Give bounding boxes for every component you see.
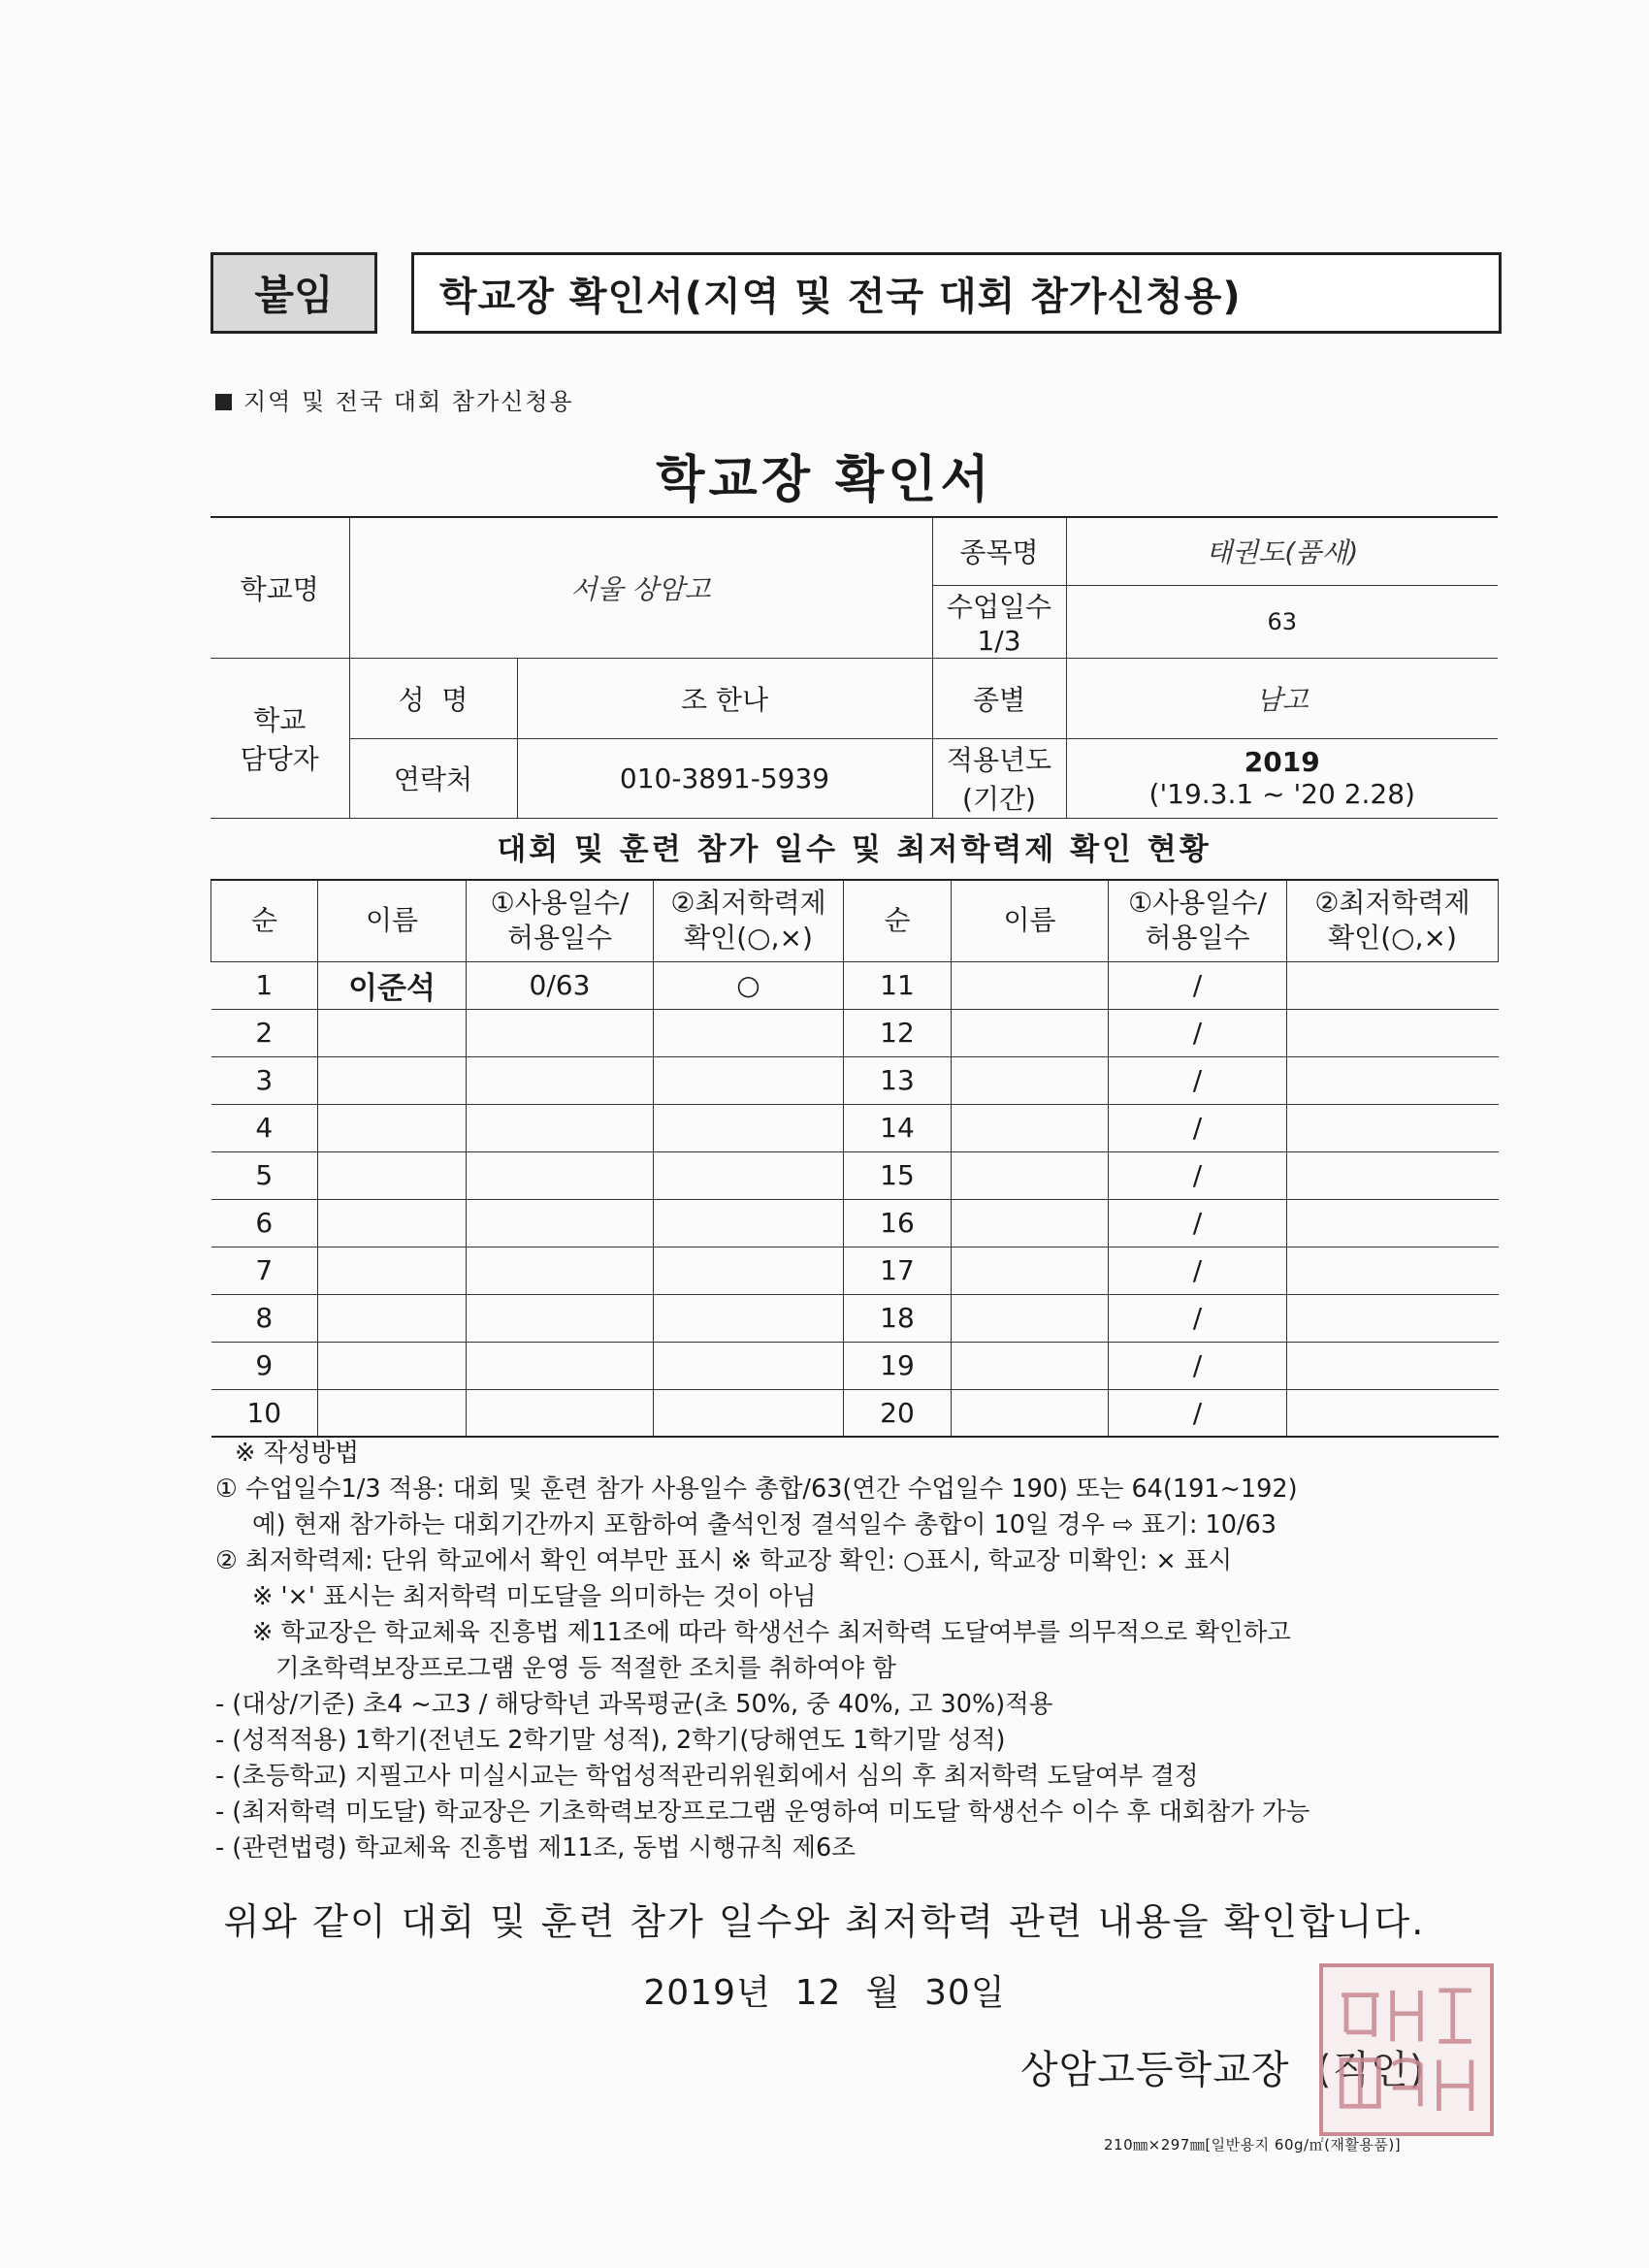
- table-row: [211, 1199, 1499, 1247]
- header-no: 순: [844, 880, 952, 961]
- section-title: 대회 및 훈련 참가 일수 및 최저학력제 확인 현황: [497, 832, 1212, 867]
- paper-spec-footnote: 210㎜×297㎜[일반용지 60g/㎡(재활용품)]: [1104, 2136, 1402, 2154]
- table-cell-check-r: [1287, 1294, 1499, 1342]
- table-cell-no-r: 11: [844, 961, 952, 1009]
- gender-label: 종별: [932, 658, 1066, 738]
- table-cell-no-r: 14: [844, 1104, 952, 1151]
- form-title-box: 학교장 확인서(지역 및 전국 대회 참가신청용): [411, 252, 1502, 334]
- info-table: [210, 516, 1498, 819]
- note-item: 예) 현재 참가하는 대회기간까지 포함하여 출석인정 결석일수 총합이 10일 경우 ⇨ 표기: 10/63: [252, 1510, 1277, 1539]
- attachment-tag: 붙임: [210, 252, 377, 334]
- confirmation-statement: 위와 같이 대회 및 훈련 참가 일수와 최저학력 관련 내용을 확인합니다.: [223, 1900, 1426, 1943]
- table-cell-name-l: [318, 1104, 467, 1151]
- table-cell-days-l: [467, 1009, 654, 1056]
- table-body: [211, 961, 1499, 1437]
- table-cell-check-r: [1287, 1199, 1499, 1247]
- table-cell-name-l: [318, 1294, 467, 1342]
- table-cell-days-l: [467, 1199, 654, 1247]
- note-detail: - (관련법령) 학교체육 진흥법 제11조, 동법 시행규칙 제6조: [215, 1833, 856, 1863]
- table-cell-no-l: 6: [211, 1199, 318, 1247]
- table-cell-check-r: [1287, 961, 1499, 1009]
- table-cell-no-l: 9: [211, 1342, 318, 1389]
- year-label: 적용년도 (기간): [932, 738, 1066, 818]
- table-cell-no-l: 8: [211, 1294, 318, 1342]
- header-days: ①사용일수/ 허용일수: [467, 880, 654, 961]
- table-cell-days-l: 0/63: [467, 961, 654, 1009]
- table-cell-name-r: [952, 1199, 1109, 1247]
- table-cell-check-r: [1287, 1342, 1499, 1389]
- table-cell-no-r: 20: [844, 1389, 952, 1437]
- table-cell-name-r: [952, 961, 1109, 1009]
- table-cell-name-r: [952, 1294, 1109, 1342]
- table-row: [211, 1247, 1499, 1294]
- table-row: [211, 1104, 1499, 1151]
- table-cell-days-r: /: [1109, 1056, 1287, 1104]
- signer: 상암고등학교장 (직인): [1020, 2048, 1426, 2092]
- note-item: ※ 학교장은 학교체육 진흥법 제11조에 따라 학생선수 최저학력 도달여부를 의무적으로 확인하고: [252, 1618, 1291, 1647]
- table-cell-name-l: [318, 1342, 467, 1389]
- note-item: ① 수업일수1/3 적용: 대회 및 훈련 참가 사용일수 총합/63(연간 수업일수 190) 또는 64(191~192): [215, 1474, 1298, 1504]
- school-label: 학교명: [210, 517, 349, 658]
- table-cell-name-r: [952, 1389, 1109, 1437]
- table-cell-no-l: 4: [211, 1104, 318, 1151]
- table-cell-check-l: [654, 1151, 844, 1199]
- name-value: 조 한나: [517, 658, 932, 738]
- note-detail: - (초등학교) 지필고사 미실시교는 학업성적관리위원회에서 심의 후 최저학력 도달여부 결정: [215, 1762, 1199, 1791]
- table-cell-name-r: [952, 1247, 1109, 1294]
- table-cell-check-l: [654, 1294, 844, 1342]
- class-days-value: 63: [1066, 585, 1498, 658]
- table-cell-name-l: [318, 1009, 467, 1056]
- table-row: [211, 1389, 1499, 1437]
- class-days-label: 수업일수 1/3: [932, 585, 1066, 658]
- participation-table: [210, 879, 1499, 1438]
- table-cell-days-l: [467, 1247, 654, 1294]
- table-row: [211, 1151, 1499, 1199]
- table-cell-days-l: [467, 1151, 654, 1199]
- note-item: ※ '×' 표시는 최저학력 미도달을 의미하는 것이 아님: [252, 1582, 817, 1611]
- table-cell-no-r: 18: [844, 1294, 952, 1342]
- table-cell-no-r: 16: [844, 1199, 952, 1247]
- table-cell-no-r: 17: [844, 1247, 952, 1294]
- table-row: [211, 1294, 1499, 1342]
- table-cell-days-r: /: [1109, 1199, 1287, 1247]
- table-cell-no-r: 19: [844, 1342, 952, 1389]
- table-cell-check-r: [1287, 1151, 1499, 1199]
- table-cell-name-l: [318, 1199, 467, 1247]
- table-row: [211, 1342, 1499, 1389]
- table-cell-days-l: [467, 1294, 654, 1342]
- table-cell-no-r: 13: [844, 1056, 952, 1104]
- table-cell-name-l: [318, 1151, 467, 1199]
- table-cell-no-l: 2: [211, 1009, 318, 1056]
- table-cell-check-r: [1287, 1009, 1499, 1056]
- table-row: [211, 961, 1499, 1009]
- note-detail: - (성적적용) 1학기(전년도 2학기말 성적), 2학기(당해연도 1학기말 성적): [215, 1726, 1006, 1755]
- table-cell-check-r: [1287, 1389, 1499, 1437]
- note-detail: - (최저학력 미도달) 학교장은 기초학력보장프로그램 운영하여 미도달 학생선수 이수 후 대회참가 가능: [215, 1798, 1310, 1827]
- table-cell-days-r: /: [1109, 1294, 1287, 1342]
- header-check: ②최저학력제 확인(○,×): [1287, 880, 1499, 961]
- subhead-text: 지역 및 전국 대회 참가신청용: [243, 388, 574, 415]
- header-name: 이름: [952, 880, 1109, 961]
- table-cell-days-r: /: [1109, 1009, 1287, 1056]
- table-cell-no-l: 3: [211, 1056, 318, 1104]
- issue-date: 2019년 12 월 30일: [643, 1973, 1006, 2013]
- table-cell-days-l: [467, 1342, 654, 1389]
- table-cell-days-r: /: [1109, 961, 1287, 1009]
- page-title: 학교장 확인서: [656, 451, 993, 509]
- note-detail: - (대상/기준) 초4 ~고3 / 해당학년 과목평균(초 50%, 중 40%, 고 30%)적용: [215, 1690, 1053, 1719]
- table-cell-check-l: [654, 1056, 844, 1104]
- gender-value: 남고: [1066, 658, 1498, 738]
- table-cell-check-l: [654, 1247, 844, 1294]
- subhead: [215, 382, 574, 416]
- note-item: 기초학력보장프로그램 운영 등 적절한 조치를 취하여야 함: [275, 1654, 896, 1683]
- table-cell-check-l: [654, 1199, 844, 1247]
- notes: [215, 1436, 1515, 1866]
- school-value: 서울 상암고: [349, 517, 932, 658]
- table-cell-check-l: [654, 1389, 844, 1437]
- header-name: 이름: [318, 880, 467, 961]
- manager-label: 학교 담당자: [210, 658, 349, 818]
- name-label: 성 명: [349, 658, 517, 738]
- table-cell-name-r: [952, 1009, 1109, 1056]
- note-item: ② 최저학력제: 단위 학교에서 확인 여부만 표시 ※ 학교장 확인: ○표시, 학교장 미확인: × 표시: [215, 1546, 1233, 1575]
- notes-heading: ※ 작성방법: [235, 1439, 360, 1468]
- table-cell-no-l: 5: [211, 1151, 318, 1199]
- table-cell-no-l: 10: [211, 1389, 318, 1437]
- table-cell-no-r: 15: [844, 1151, 952, 1199]
- contact-value: 010-3891-5939: [517, 738, 932, 818]
- table-cell-no-l: 7: [211, 1247, 318, 1294]
- table-cell-name-l: [318, 1389, 467, 1437]
- sport-label: 종목명: [932, 517, 1066, 585]
- table-cell-days-r: /: [1109, 1151, 1287, 1199]
- table-cell-name-l: [318, 1247, 467, 1294]
- table-cell-days-r: /: [1109, 1104, 1287, 1151]
- header-no: 순: [211, 880, 318, 961]
- table-cell-days-r: /: [1109, 1342, 1287, 1389]
- table-cell-days-r: /: [1109, 1389, 1287, 1437]
- table-cell-name-r: [952, 1342, 1109, 1389]
- table-cell-name-r: [952, 1056, 1109, 1104]
- table-cell-check-r: [1287, 1056, 1499, 1104]
- table-cell-check-l: [654, 1104, 844, 1151]
- table-cell-days-l: [467, 1104, 654, 1151]
- contact-label: 연락처: [349, 738, 517, 818]
- table-cell-check-r: [1287, 1247, 1499, 1294]
- official-seal: [1319, 1963, 1494, 2136]
- year-value: 2019 ('19.3.1 ~ '20 2.28): [1066, 738, 1498, 818]
- table-cell-name-l: [318, 1056, 467, 1104]
- square-bullet-icon: [215, 394, 232, 410]
- table-cell-days-r: /: [1109, 1247, 1287, 1294]
- table-cell-days-l: [467, 1389, 654, 1437]
- table-cell-check-l: [654, 1342, 844, 1389]
- header-days: ①사용일수/ 허용일수: [1109, 880, 1287, 961]
- table-cell-check-l: [654, 1009, 844, 1056]
- header-check: ②최저학력제 확인(○,×): [654, 880, 844, 961]
- table-row: [211, 1056, 1499, 1104]
- table-cell-name-r: [952, 1151, 1109, 1199]
- table-cell-check-l: ○: [654, 961, 844, 1009]
- table-row: [211, 1009, 1499, 1056]
- table-cell-no-l: 1: [211, 961, 318, 1009]
- sport-value: 태권도(품새): [1066, 517, 1498, 585]
- table-cell-days-l: [467, 1056, 654, 1104]
- seal-stamp-icon: [1323, 1967, 1490, 2132]
- table-cell-name-r: [952, 1104, 1109, 1151]
- table-cell-no-r: 12: [844, 1009, 952, 1056]
- table-cell-check-r: [1287, 1104, 1499, 1151]
- table-cell-name-l: 이준석: [318, 961, 467, 1009]
